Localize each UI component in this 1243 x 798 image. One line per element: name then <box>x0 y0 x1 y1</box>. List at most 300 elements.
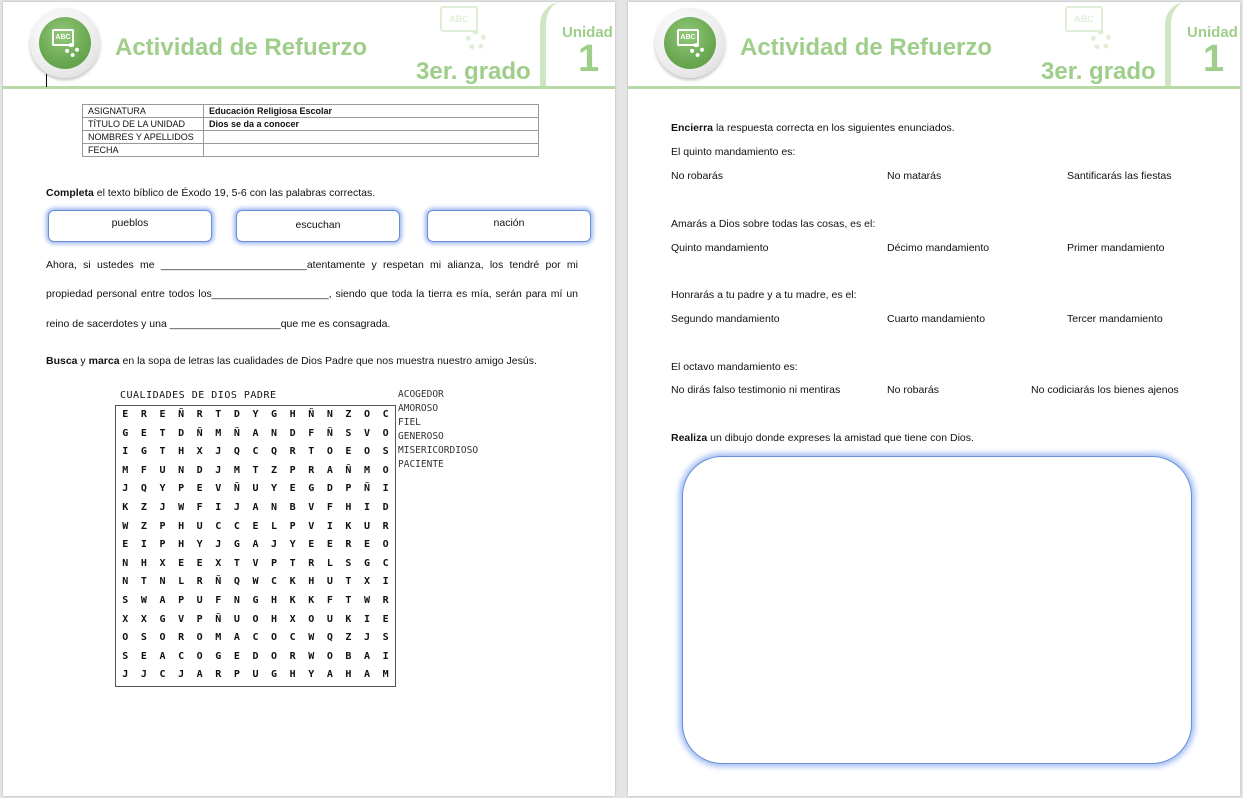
grid-row <box>116 666 395 685</box>
grid-cell[interactable]: E <box>196 483 203 495</box>
grid-cell[interactable]: I <box>364 613 371 625</box>
grid-cell[interactable]: M <box>364 464 371 476</box>
grid-cell[interactable]: O <box>382 464 389 476</box>
grid-cell[interactable]: K <box>289 576 296 588</box>
gear-icon <box>690 43 704 57</box>
grid-cell[interactable]: O <box>382 539 389 551</box>
grid-cell[interactable]: I <box>215 501 222 513</box>
grid-row <box>116 499 395 518</box>
completa-instruction: Completa el texto bíblico de Éxodo 19, 5-6 con las palabras correctas. <box>46 187 376 199</box>
word-search-grid[interactable] <box>115 405 396 687</box>
grid-cell[interactable]: S <box>345 427 352 439</box>
school-logo <box>655 8 725 78</box>
grid-cell[interactable]: U <box>252 483 259 495</box>
grid-cell[interactable]: P <box>345 483 352 495</box>
grid-cell[interactable]: N <box>159 576 166 588</box>
realiza-instruction: Realiza un dibujo donde expreses la amistad que tiene con Dios. <box>671 432 974 444</box>
grid-cell[interactable]: N <box>178 464 185 476</box>
grid-cell[interactable]: K <box>308 594 315 606</box>
grid-cell[interactable]: H <box>271 613 278 625</box>
chalkboard-icon: ABC <box>52 29 74 46</box>
grid-cell[interactable]: C <box>289 632 296 644</box>
option-1b[interactable]: No matarás <box>887 170 942 182</box>
grid-cell[interactable]: E <box>382 613 389 625</box>
grid-cell[interactable]: W <box>252 576 259 588</box>
grid-cell[interactable]: T <box>159 446 166 458</box>
grid-row <box>116 555 395 574</box>
grid-cell[interactable]: J <box>159 501 166 513</box>
encierra-instruction: Encierra la respuesta correcta en los siguientes enunciados. <box>671 122 955 134</box>
grid-cell[interactable]: P <box>178 594 185 606</box>
grid-cell[interactable]: I <box>382 483 389 495</box>
grid-cell[interactable]: J <box>364 632 371 644</box>
grid-cell[interactable]: Z <box>271 464 278 476</box>
grid-cell[interactable]: O <box>326 446 333 458</box>
grid-cell[interactable]: J <box>122 669 129 681</box>
grid-cell[interactable]: C <box>178 650 185 662</box>
grid-row <box>116 592 395 611</box>
word-list-item: ACOGEDOR <box>398 389 444 400</box>
grid-cell[interactable]: Ñ <box>326 427 333 439</box>
table-row: NOMBRES Y APELLIDOS <box>83 131 539 144</box>
grid-cell[interactable]: T <box>140 576 147 588</box>
grid-row <box>116 629 395 648</box>
grid-cell[interactable]: O <box>271 650 278 662</box>
grid-cell[interactable]: L <box>326 557 333 569</box>
option-4c[interactable]: No codiciarás los bienes ajenos <box>1031 384 1179 396</box>
word-box-nacion[interactable]: nación <box>427 210 591 242</box>
grid-cell[interactable]: U <box>364 520 371 532</box>
grid-cell[interactable]: J <box>271 539 278 551</box>
grid-cell[interactable]: P <box>271 557 278 569</box>
question-4: El octavo mandamiento es: <box>671 361 798 373</box>
grid-cell[interactable]: G <box>252 594 259 606</box>
grid-cell[interactable]: R <box>196 576 203 588</box>
option-3a[interactable]: Segundo mandamiento <box>671 313 780 325</box>
word-list-item: AMOROSO <box>398 403 439 414</box>
unit-badge: Unidad 1 <box>540 2 615 86</box>
grid-cell[interactable]: H <box>345 501 352 513</box>
grid-cell[interactable]: S <box>122 650 129 662</box>
grid-cell[interactable]: E <box>345 446 352 458</box>
grid-cell[interactable]: E <box>289 483 296 495</box>
grid-cell[interactable]: Z <box>140 501 147 513</box>
grid-cell[interactable]: C <box>382 557 389 569</box>
grid-cell[interactable]: N <box>233 594 240 606</box>
grid-cell[interactable]: D <box>252 650 259 662</box>
grid-cell[interactable]: R <box>345 539 352 551</box>
grid-cell[interactable]: F <box>326 594 333 606</box>
grid-cell[interactable]: O <box>271 632 278 644</box>
grid-cell[interactable]: G <box>140 446 147 458</box>
grid-cell[interactable]: C <box>271 576 278 588</box>
grid-cell[interactable]: G <box>233 539 240 551</box>
grid-cell[interactable]: O <box>159 632 166 644</box>
drawing-area[interactable] <box>682 456 1192 764</box>
grid-cell[interactable]: A <box>326 464 333 476</box>
grid-cell[interactable]: A <box>196 669 203 681</box>
table-row: ASIGNATURA Educación Religiosa Escolar <box>83 105 539 118</box>
grid-cell[interactable]: Y <box>196 539 203 551</box>
grid-cell[interactable]: N <box>122 557 129 569</box>
grid-cell[interactable]: G <box>159 613 166 625</box>
grid-cell[interactable]: J <box>233 501 240 513</box>
grid-cell[interactable]: R <box>382 520 389 532</box>
grid-cell[interactable]: R <box>308 464 315 476</box>
grid-row <box>116 462 395 481</box>
grid-cell[interactable]: J <box>122 483 129 495</box>
grid-cell[interactable]: N <box>271 501 278 513</box>
grid-cell[interactable]: O <box>364 446 371 458</box>
grid-cell[interactable]: X <box>196 446 203 458</box>
grid-cell[interactable]: O <box>122 632 129 644</box>
option-4b[interactable]: No robarás <box>887 384 939 396</box>
word-box-pueblos[interactable]: pueblos <box>48 210 212 242</box>
grid-cell[interactable]: E <box>140 427 147 439</box>
grid-cell[interactable]: I <box>140 539 147 551</box>
grid-cell[interactable]: G <box>271 409 278 420</box>
grid-cell[interactable]: G <box>122 427 129 439</box>
grid-cell[interactable]: Y <box>252 409 259 420</box>
grid-cell[interactable]: Q <box>271 446 278 458</box>
gear-icon <box>65 43 79 57</box>
grid-cell[interactable]: G <box>271 669 278 681</box>
grid-cell[interactable]: O <box>326 650 333 662</box>
grid-cell[interactable]: V <box>308 501 315 513</box>
grid-cell[interactable]: E <box>364 539 371 551</box>
grid-cell[interactable]: X <box>364 576 371 588</box>
option-3b[interactable]: Cuarto mandamiento <box>887 313 986 325</box>
grid-cell[interactable]: H <box>178 446 185 458</box>
page-header <box>3 2 615 92</box>
grid-cell[interactable]: T <box>233 557 240 569</box>
grid-cell[interactable]: Y <box>159 483 166 495</box>
grid-cell[interactable]: P <box>159 520 166 532</box>
busca-instruction: Busca y marca en la sopa de letras las cualidades de Dios Padre que nos muestra nuestro amigo Jesús. <box>46 355 537 367</box>
grid-cell[interactable]: S <box>345 557 352 569</box>
grid-cell[interactable]: Ñ <box>233 483 240 495</box>
fill-line-1: Ahora, si ustedes me _________________________atentamente y respetan mi alianza, los tendré por mi <box>46 259 578 271</box>
grid-cell[interactable]: U <box>252 669 259 681</box>
page-right <box>628 2 1240 796</box>
grid-cell[interactable]: O <box>252 613 259 625</box>
info-table <box>82 104 539 157</box>
grid-cell[interactable]: A <box>364 669 371 681</box>
grid-cell[interactable]: A <box>252 427 259 439</box>
grid-cell[interactable]: V <box>215 483 222 495</box>
grid-cell[interactable]: A <box>159 594 166 606</box>
grid-cell[interactable]: X <box>122 613 129 625</box>
grid-row <box>116 518 395 537</box>
grid-cell[interactable]: V <box>364 427 371 439</box>
grid-cell[interactable]: W <box>308 632 315 644</box>
grid-cell[interactable]: F <box>215 594 222 606</box>
grid-cell[interactable]: U <box>159 464 166 476</box>
fill-line-2: propiedad personal entre todos los____________________, siendo que toda la tierra es mía, serán para mí un <box>46 288 578 300</box>
grid-cell[interactable]: P <box>159 539 166 551</box>
grid-cell[interactable]: J <box>215 539 222 551</box>
grid-cell[interactable]: A <box>159 650 166 662</box>
grid-cell[interactable]: J <box>140 669 147 681</box>
grid-cell[interactable]: O <box>382 427 389 439</box>
grid-cell[interactable]: T <box>345 576 352 588</box>
grid-cell[interactable]: M <box>122 464 129 476</box>
grid-cell[interactable]: B <box>345 650 352 662</box>
grid-cell[interactable]: A <box>252 501 259 513</box>
grid-cell[interactable]: Z <box>140 520 147 532</box>
grid-cell[interactable]: E <box>308 539 315 551</box>
grid-cell[interactable]: D <box>178 427 185 439</box>
grid-cell[interactable]: V <box>308 520 315 532</box>
grid-cell[interactable]: M <box>215 632 222 644</box>
grid-cell[interactable]: C <box>159 669 166 681</box>
word-list-item: MISERICORDIOSO <box>398 445 479 456</box>
grid-cell[interactable]: E <box>196 557 203 569</box>
grid-cell[interactable]: U <box>196 520 203 532</box>
grid-cell[interactable]: E <box>122 409 129 420</box>
question-1: El quinto mandamiento es: <box>671 146 796 158</box>
grid-cell[interactable]: N <box>326 409 333 420</box>
grid-cell[interactable]: T <box>252 464 259 476</box>
grid-cell[interactable]: N <box>122 576 129 588</box>
grid-cell[interactable]: C <box>215 520 222 532</box>
page-title: Actividad de Refuerzo <box>115 34 368 61</box>
grid-cell[interactable]: F <box>196 501 203 513</box>
page-left <box>3 2 615 796</box>
grid-cell[interactable]: J <box>178 669 185 681</box>
grid-cell[interactable]: D <box>289 427 296 439</box>
grid-cell[interactable]: U <box>326 613 333 625</box>
grid-cell[interactable]: N <box>271 427 278 439</box>
grid-cell[interactable]: P <box>196 613 203 625</box>
option-1c[interactable]: Santificarás las fiestas <box>1067 170 1172 182</box>
grid-cell[interactable]: H <box>345 669 352 681</box>
grid-cell[interactable]: F <box>140 464 147 476</box>
grid-cell[interactable]: K <box>345 520 352 532</box>
grid-cell[interactable]: P <box>233 669 240 681</box>
grid-cell[interactable]: R <box>215 669 222 681</box>
grid-row <box>116 443 395 462</box>
grid-cell[interactable]: E <box>159 409 166 420</box>
grid-row <box>116 611 395 630</box>
grid-cell[interactable]: Y <box>271 483 278 495</box>
grade-label: 3er. grado <box>1041 58 1156 85</box>
word-box-escuchan[interactable]: escuchan <box>236 210 400 242</box>
grid-cell[interactable]: H <box>140 557 147 569</box>
grid-cell[interactable]: W <box>178 501 185 513</box>
grid-cell[interactable]: U <box>196 594 203 606</box>
grid-cell[interactable]: W <box>308 650 315 662</box>
grid-cell[interactable]: Ñ <box>233 427 240 439</box>
grid-cell[interactable]: Q <box>233 446 240 458</box>
grid-cell[interactable]: Ñ <box>196 427 203 439</box>
grid-cell[interactable]: H <box>178 539 185 551</box>
grid-cell[interactable]: R <box>140 409 147 420</box>
grid-cell[interactable]: I <box>122 446 129 458</box>
grid-cell[interactable]: P <box>178 483 185 495</box>
word-search-title: CUALIDADES DE DIOS PADRE <box>120 390 277 401</box>
grid-cell[interactable]: K <box>289 594 296 606</box>
page-title: Actividad de Refuerzo <box>740 34 993 61</box>
watermark-icon: ABC <box>1065 6 1117 58</box>
word-list-item: GENEROSO <box>398 431 444 442</box>
grid-cell[interactable]: W <box>364 594 371 606</box>
grid-cell[interactable]: D <box>326 483 333 495</box>
grid-row <box>116 648 395 667</box>
grid-cell[interactable]: Q <box>326 632 333 644</box>
text-cursor <box>46 74 47 87</box>
grid-cell[interactable]: O <box>308 613 315 625</box>
grid-cell[interactable]: O <box>196 650 203 662</box>
grid-cell[interactable]: E <box>178 557 185 569</box>
grid-cell[interactable]: S <box>122 594 129 606</box>
grid-cell[interactable]: Z <box>345 409 352 420</box>
grid-cell[interactable]: L <box>271 520 278 532</box>
grid-cell[interactable]: H <box>308 576 315 588</box>
grid-cell[interactable]: H <box>289 669 296 681</box>
grid-cell[interactable]: W <box>140 594 147 606</box>
grid-row <box>116 573 395 592</box>
grid-cell[interactable]: D <box>233 409 240 420</box>
grid-cell[interactable]: I <box>382 576 389 588</box>
grid-cell[interactable]: M <box>215 427 222 439</box>
grid-cell[interactable]: T <box>308 446 315 458</box>
grid-row <box>116 425 395 444</box>
grid-cell[interactable]: T <box>215 409 222 420</box>
grid-cell[interactable]: C <box>252 632 259 644</box>
grid-cell[interactable]: A <box>233 632 240 644</box>
grid-cell[interactable]: Y <box>289 539 296 551</box>
grid-cell[interactable]: Q <box>140 483 147 495</box>
grid-cell[interactable]: E <box>233 650 240 662</box>
grid-cell[interactable]: M <box>382 669 389 681</box>
grid-cell[interactable]: D <box>382 501 389 513</box>
grid-cell[interactable]: C <box>252 446 259 458</box>
grid-cell[interactable]: I <box>326 520 333 532</box>
option-1a[interactable]: No robarás <box>671 170 723 182</box>
option-4a[interactable]: No dirás falso testimonio ni mentiras <box>671 384 841 396</box>
grid-cell[interactable]: V <box>252 557 259 569</box>
option-2c[interactable]: Primer mandamiento <box>1067 242 1165 254</box>
grid-row <box>116 480 395 499</box>
grid-cell[interactable]: K <box>345 613 352 625</box>
grid-cell[interactable]: R <box>289 650 296 662</box>
grid-cell[interactable]: I <box>382 650 389 662</box>
grade-label: 3er. grado <box>416 58 531 85</box>
grid-cell[interactable]: Ñ <box>364 483 371 495</box>
grid-cell[interactable]: T <box>345 594 352 606</box>
grid-cell[interactable]: J <box>215 464 222 476</box>
grid-cell[interactable]: O <box>364 409 371 420</box>
grid-cell[interactable]: E <box>140 650 147 662</box>
grid-cell[interactable]: Ñ <box>345 464 352 476</box>
grid-cell[interactable]: H <box>178 520 185 532</box>
grid-cell[interactable]: Z <box>345 632 352 644</box>
page-header <box>628 2 1240 92</box>
grid-cell[interactable]: L <box>178 576 185 588</box>
grid-cell[interactable]: E <box>326 539 333 551</box>
grid-cell[interactable]: Y <box>308 669 315 681</box>
grid-cell[interactable]: E <box>122 539 129 551</box>
grid-cell[interactable]: P <box>289 464 296 476</box>
grid-cell[interactable]: P <box>289 520 296 532</box>
grid-cell[interactable]: M <box>233 464 240 476</box>
grid-cell[interactable]: R <box>382 594 389 606</box>
unit-badge: Unidad 1 <box>1165 2 1240 86</box>
grid-cell[interactable]: S <box>140 632 147 644</box>
question-2: Amarás a Dios sobre todas las cosas, es el: <box>671 218 876 230</box>
grid-cell[interactable]: I <box>364 501 371 513</box>
school-logo <box>30 8 100 78</box>
grid-cell[interactable]: O <box>196 632 203 644</box>
header-divider <box>3 86 615 89</box>
grid-cell[interactable]: Ñ <box>215 613 222 625</box>
grid-cell[interactable]: F <box>326 501 333 513</box>
grid-row <box>116 536 395 555</box>
option-3c[interactable]: Tercer mandamiento <box>1067 313 1163 325</box>
word-list-item: PACIENTE <box>398 459 444 470</box>
grid-cell[interactable]: K <box>122 501 129 513</box>
grid-cell[interactable]: R <box>289 446 296 458</box>
grid-cell[interactable]: A <box>364 650 371 662</box>
grid-cell[interactable]: U <box>233 613 240 625</box>
grid-cell[interactable]: Q <box>233 576 240 588</box>
option-2a[interactable]: Quinto mandamiento <box>671 242 769 254</box>
grid-cell[interactable]: X <box>159 557 166 569</box>
grid-cell[interactable]: S <box>382 632 389 644</box>
watermark-icon: ABC <box>440 6 492 58</box>
grid-cell[interactable]: X <box>140 613 147 625</box>
grid-cell[interactable]: B <box>289 501 296 513</box>
question-3: Honrarás a tu padre y a tu madre, es el: <box>671 289 857 301</box>
grid-cell[interactable]: A <box>252 539 259 551</box>
word-list-item: FIEL <box>398 417 421 428</box>
grid-cell[interactable]: H <box>289 409 296 420</box>
grid-cell[interactable]: S <box>382 446 389 458</box>
grid-cell[interactable]: G <box>308 483 315 495</box>
grid-cell[interactable]: H <box>271 594 278 606</box>
grid-cell[interactable]: C <box>382 409 389 420</box>
grid-cell[interactable]: G <box>364 557 371 569</box>
grid-cell[interactable]: A <box>326 669 333 681</box>
grid-cell[interactable]: R <box>178 632 185 644</box>
grid-cell[interactable]: Ñ <box>308 409 315 420</box>
grid-cell[interactable]: E <box>252 520 259 532</box>
grid-cell[interactable]: X <box>289 613 296 625</box>
grid-cell[interactable]: G <box>215 650 222 662</box>
header-divider <box>628 86 1240 89</box>
grid-cell[interactable]: W <box>122 520 129 532</box>
option-2b[interactable]: Décimo mandamiento <box>887 242 990 254</box>
grid-cell[interactable]: T <box>289 557 296 569</box>
grid-cell[interactable]: Ñ <box>215 576 222 588</box>
grid-cell[interactable]: V <box>178 613 185 625</box>
grid-cell[interactable]: R <box>196 409 203 420</box>
grid-cell[interactable]: J <box>215 446 222 458</box>
grid-cell[interactable]: F <box>308 427 315 439</box>
table-row: TÍTULO DE LA UNIDAD Dios se da a conocer <box>83 118 539 131</box>
word-search-list <box>398 388 478 472</box>
grid-cell[interactable]: C <box>233 520 240 532</box>
grid-cell[interactable]: U <box>326 576 333 588</box>
grid-cell[interactable]: Ñ <box>178 409 185 420</box>
grid-cell[interactable]: X <box>215 557 222 569</box>
grid-cell[interactable]: D <box>196 464 203 476</box>
grid-cell[interactable]: T <box>159 427 166 439</box>
grid-cell[interactable]: R <box>308 557 315 569</box>
grid-row <box>116 406 395 425</box>
table-row: FECHA <box>83 144 539 157</box>
